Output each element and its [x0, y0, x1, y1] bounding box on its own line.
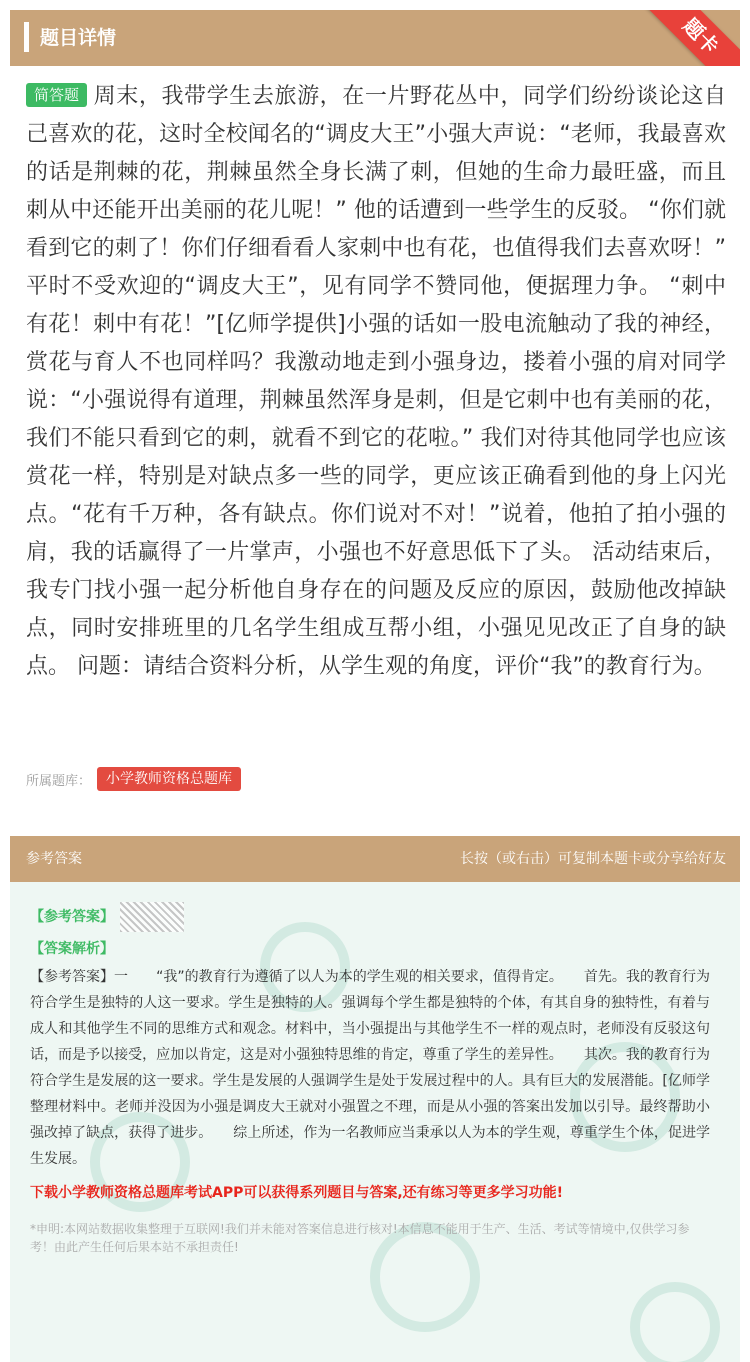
- answer-panel: [10, 882, 740, 1362]
- answer-header-title: 参考答案: [26, 851, 82, 867]
- watermark-circle: [630, 1282, 720, 1362]
- answer-analysis-text: 【参考答案】一 “我”的教育行为遵循了以人为本的学生观的相关要求，值得肯定。 首先。我的教育行为符合学生是独特的人这一要求。学生是独特的人。强调每个学生都是独特的个体，有其自身的独特性，有着与成人和其他学生不同的思维方式和观念。材料中，当小强提出与其他学生不一样的观点时，老师没有反驳这句话，而是予以接受，应加以肯定，这是对小强独特思维的肯定，尊重了学生的差异性。 其次。我的教育行为符合学生是发展的这一要求。学生是发展的人强调学生是处于发展过程中的人。具有巨大的发展潜能。[亿师学整理材料中。老师并没因为小强是调皮大王就对小强置之不理，而是从小强的答案出发加以引导。最终帮助小强改掉了缺点，获得了进步。 综上所述，作为一名教师应当秉承以人为本的学生观，尊重学生个体，促进学生发展。: [30, 969, 710, 1167]
- page-title: 题目详情: [40, 27, 117, 49]
- reference-answer-label: 【参考答案】: [30, 909, 114, 925]
- question-bank-link[interactable]: 小学教师资格总题库: [97, 767, 241, 791]
- answer-content: [30, 902, 710, 1256]
- question-detail-header: [10, 10, 740, 66]
- share-hint: 长按（或右击）可复制本题卡或分享给好友: [460, 851, 726, 867]
- question-card-ribbon[interactable]: 题卡: [635, 10, 740, 66]
- header-accent-bar: [24, 22, 29, 52]
- question-text: 周末，我带学生去旅游，在一片野花丛中，同学们纷纷谈论这自己喜欢的花，这时全校闻名的“调皮大王”小强大声说：“老师，我最喜欢的话是荆棘的花，荆棘虽然全身长满了刺，但她的生命力最旺盛，而且刺从中还能开出美丽的花儿呢！” 他的话遭到一些学生的反驳。 “你们就看到它的刺了！你们仔细看看人家刺中也有花，也值得我们去喜欢呀！” 平时不受欢迎的“调皮大王”，见有同学不赞同他，便据理力争。 “刺中有花！刺中有花！”[亿师学提供]小强的话如一股电流触动了我的神经，赏花与育人不也同样吗？我激动地走到小强身边，搂着小强的肩对同学说：“小强说得有道理，荆棘虽然浑身是刺，但是它刺中也有美丽的花，我们不能只看到它的刺，就看不到它的花啦。” 我们对待其他同学也应该赏花一样，特别是对缺点多一些的同学，更应该正确看到他的身上闪光点。“花有千万种，各有缺点。你们说对不对！”说着，他拍了拍小强的肩，我的话赢得了一片掌声，小强也不好意思低下了头。 活动结束后，我专门找小强一起分析他自身存在的问题及反应的原因，鼓励他改掉缺点，同时安排班里的几名学生组成互帮小组，小强见见改正了自身的缺点。 问题：请结合资料分析，从学生观的角度，评价“我”的教育行为。: [26, 84, 726, 679]
- answer-image: [120, 902, 184, 932]
- answer-analysis-title: 【答案解析】: [30, 941, 114, 957]
- question-text-block: [26, 78, 726, 686]
- question-bank-label: 所属题库：: [26, 773, 92, 789]
- reference-answer-title: [30, 902, 710, 932]
- question-bank-row: [26, 766, 241, 792]
- question-type-badge: 简答题: [26, 83, 87, 107]
- disclaimer-text: *申明:本网站数据收集整理于互联网!我们并未能对答案信息进行核对!本信息不能用于生产、生活、考试等情境中,仅供学习参考！由此产生任何后果本站不承担责任!: [30, 1222, 690, 1254]
- answer-header: [10, 836, 740, 882]
- download-app-promo[interactable]: 下载小学教师资格总题库考试APP可以获得系列题目与答案,还有练习等更多学习功能!: [30, 1185, 564, 1201]
